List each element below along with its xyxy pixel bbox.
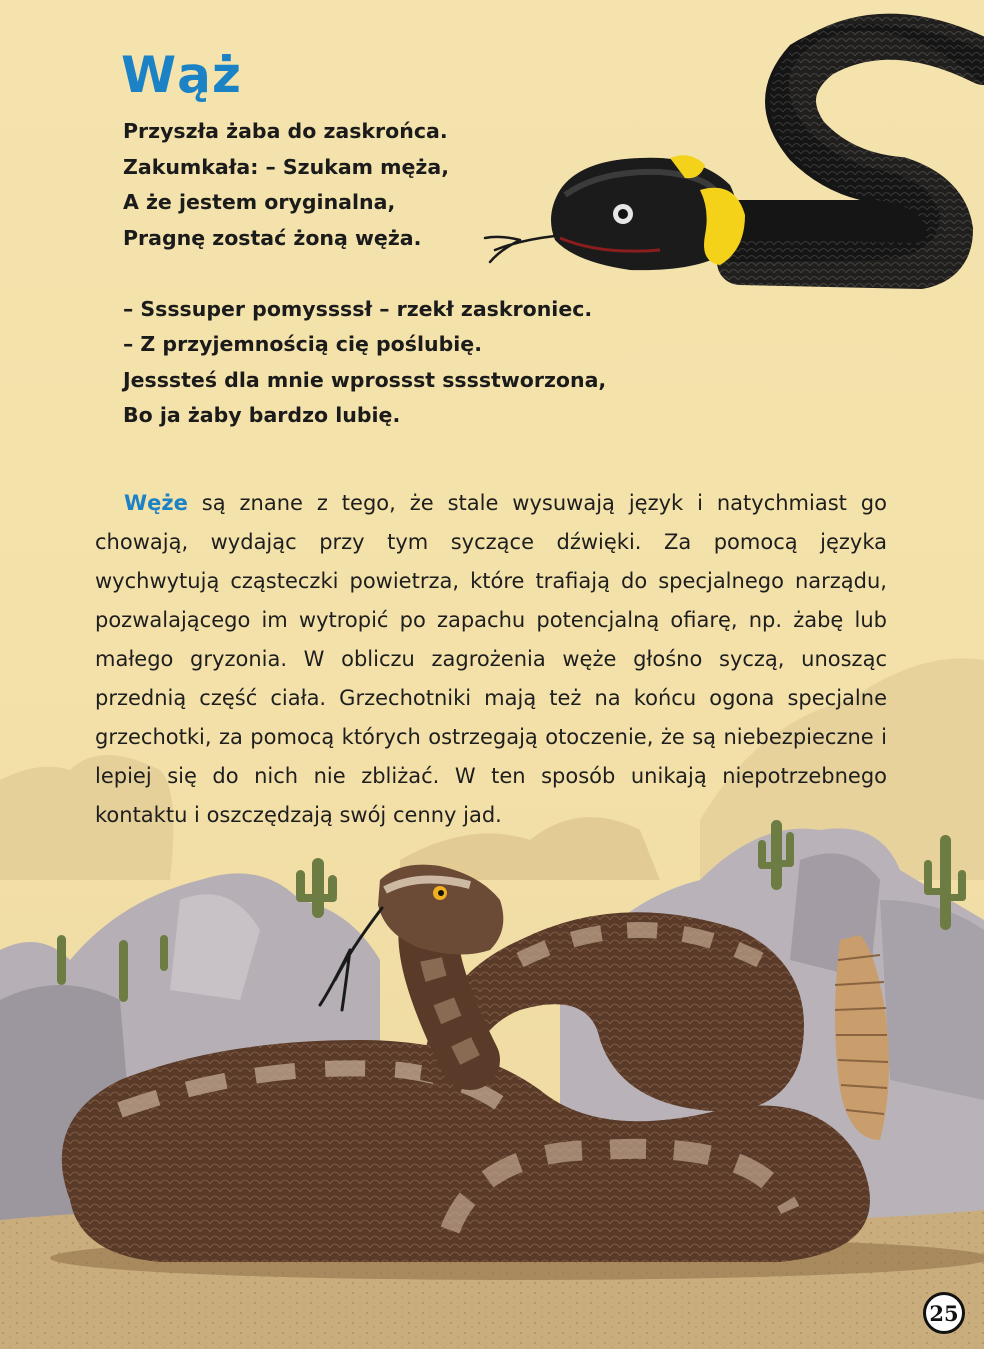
poem-line: Pragnę zostać żoną węża. — [123, 225, 422, 250]
poem — [123, 114, 643, 469]
page-title: Wąż — [121, 46, 242, 104]
article-lead-word: Węże — [124, 491, 188, 515]
article-paragraph — [95, 484, 887, 835]
poem-line: Bo ja żaby bardzo lubię. — [123, 403, 401, 427]
poem-line: Jesssteś dla mnie wprossst sssstworzona, — [123, 367, 607, 392]
page-number-badge — [923, 1292, 965, 1334]
poem-line: Zakumkała: – Szukam męża, — [123, 154, 449, 179]
article-body: są znane z tego, że stale wysuwają język i natychmiast go chowają, wydając przy tym syczące dźwięki. Za pomocą języka wychwytują cząsteczki powietrza, które trafiają do specjalnego narządu, pozwalającego im wytropić po zapachu potencjalną ofiarę, np. żabę lub małego gryzonia. W obliczu zagrożenia węże głośno syczą, unosząc przednią część ciała. Grzechotniki mają też na końcu ogona specjalne grzechotki, za pomocą których ostrzegają otoczenie, że są niebezpieczne i lepiej się do nich nie zbliżać. W ten sposób unikają niepotrzebnego kontaktu i oszczędzają swój cenny jad. — [95, 491, 887, 827]
poem-stanza-2 — [123, 292, 643, 434]
poem-line: – Z przyjemnością cię poślubię. — [123, 332, 482, 356]
poem-line: Przyszła żaba do zaskrońca. — [123, 119, 448, 143]
poem-line: – Ssssuper pomyssssł – rzekł zaskroniec. — [123, 296, 593, 321]
page-number: 25 — [929, 1300, 959, 1326]
poem-stanza-1 — [123, 114, 643, 256]
poem-line: A że jestem oryginalna, — [123, 190, 396, 214]
